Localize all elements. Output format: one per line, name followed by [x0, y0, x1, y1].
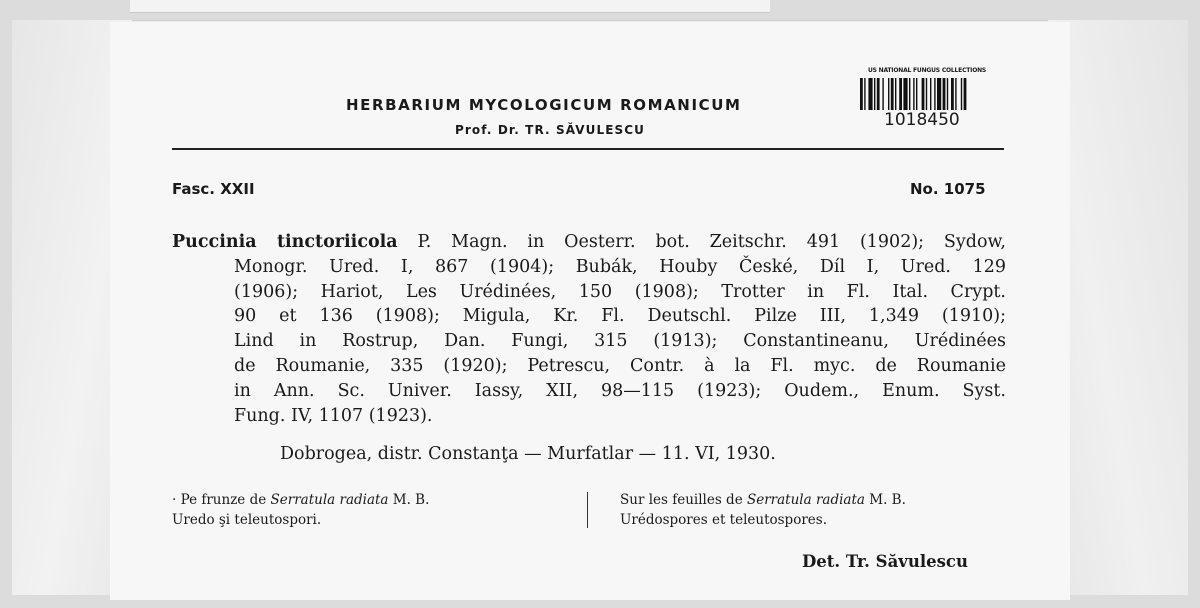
spore-stage: Uredo şi teleutospori. — [172, 512, 322, 528]
host-french — [620, 490, 1020, 530]
citation-line: Puccinia tinctoriicola P. Magn. in Oesterr. bot. Zeitschr. 491 (1902); Sydow, — [172, 232, 1006, 252]
fascicle-label: Fasc. XXII — [172, 180, 255, 198]
host-line: Sur les feuilles de Serratula radiata M. B. — [620, 492, 906, 508]
citation-line: in Ann. Sc. Univer. Iassy, XII, 98—115 (1923); Oudem., Enum. Syst. — [234, 380, 1006, 401]
citation-line: Lind in Rostrup, Dan. Fungi, 315 (1913); Constantineanu, Urédinées — [234, 331, 1006, 352]
exsiccata-number: No. 1075 — [910, 180, 986, 198]
determiner: Det. Tr. Săvulescu — [802, 552, 968, 571]
citation-line: de Roumanie, 335 (1920); Petrescu, Contr. à la Fl. myc. de Roumanie — [234, 355, 1006, 376]
spore-stage: Urédospores et teleutospores. — [620, 512, 827, 528]
host-line: · Pe frunze de Serratula radiata M. B. — [172, 492, 430, 508]
species-citation — [172, 230, 1006, 428]
host-romanian — [172, 490, 582, 530]
citation-line: (1906); Hariot, Les Urédinées, 150 (1908); Trotter in Fl. Ital. Crypt. — [234, 281, 1006, 302]
barcode-icon — [860, 78, 996, 110]
citation-line: Monogr. Ured. I, 867 (1904); Bubák, Houby České, Díl I, Ured. 129 — [234, 256, 1006, 277]
host-species: Serratula radiata — [270, 492, 389, 508]
top-paper-strip — [130, 0, 770, 13]
herbarium-title: HERBARIUM MYCOLOGICUM ROMANICUM — [346, 96, 742, 114]
barcode-number: 1018450 — [884, 110, 960, 130]
column-divider — [587, 492, 588, 528]
barcode-caption: US NATIONAL FUNGUS COLLECTIONS — [867, 67, 987, 74]
herbarium-label — [110, 22, 1070, 600]
species-name: Puccinia tinctoriicola — [172, 232, 398, 252]
collection-locality: Dobrogea, distr. Constanţa — Murfatlar — 11. VI, 1930. — [280, 444, 776, 464]
header-rule — [172, 148, 1004, 150]
citation-line: Fung. IV, 1107 (1923). — [234, 405, 433, 426]
barcode-label — [856, 64, 1006, 138]
herbarium-subtitle: Prof. Dr. TR. SĂVULESCU — [455, 123, 646, 137]
host-species: Serratula radiata — [746, 492, 865, 508]
citation-line: 90 et 136 (1908); Migula, Kr. Fl. Deutschl. Pilze III, 1,349 (1910); — [234, 306, 1006, 327]
